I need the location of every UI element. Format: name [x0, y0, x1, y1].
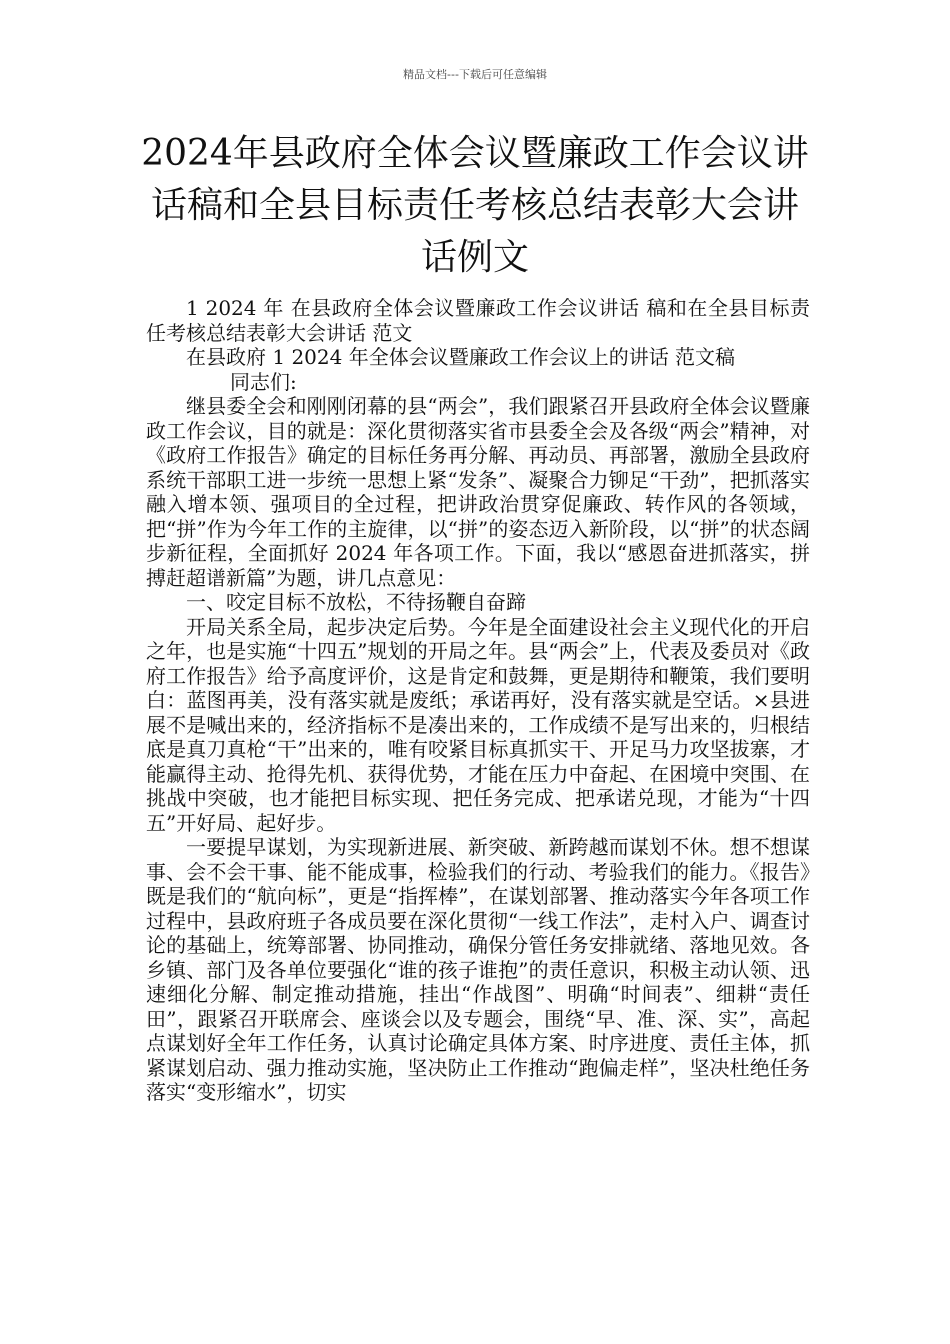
document-body [146, 296, 810, 1105]
paragraph-intro: 继县委全会和刚刚闭幕的县“两会”，我们跟紧召开县政府全体会议暨廉政工作会议，目的就是：深化贯彻落实省市县委全会及各级“两会”精神，对《政府工作报告》确定的目标任务再分解、再动员、再部署，激励全县政府系统干部职工进一步统一思想上紧“发条”、凝聚合力铆足“干劲”，把抓落实融入增本领、强项目的全过程，把讲政治贯穿促廉政、转作风的各领域，把“拼”作为今年工作的主旋律，以“拼”的姿态迈入新阶段，以“拼”的状态阔步新征程，全面抓好 2024 年各项工作。下面，我以“感恩奋进抓落实，拼搏赶超谱新篇”为题，讲几点意见： [146, 394, 810, 590]
subtitle-line-2: 在县政府 1 2024 年全体会议暨廉政工作会议上的讲话 范文稿 [186, 345, 736, 369]
header-note: 精品文档---下载后可任意编辑 [403, 68, 547, 81]
subtitle-line-1: 1 2024 年 在县政府全体会议暨廉政工作会议讲话 稿和在全县目标责任考核总结表彰大会讲话 范文 [146, 296, 810, 345]
paragraph-point-1: 一要提早谋划，为实现新进展、新突破、新跨越而谋划不休。想不想谋事、会不会干事、能不能成事，检验我们的行动、考验我们的能力。《报告》既是我们的“航向标”，更是“指挥棒”，在谋划部署、推动落实今年各项工作过程中，县政府班子各成员要在深化贯彻“一线工作法”，走村入户、调查讨论的基础上，统筹部署、协同推动，确保分管任务安排就绪、落地见效。各乡镇、部门及各单位要强化“谁的孩子谁抱”的责任意识，积极主动认领、迅速细化分解、制定推动措施，挂出“作战图”、明确“时间表”、细耕“责任田”，跟紧召开联席会、座谈会以及专题会，围绕“早、准、深、实”，高起点谋划好全年工作任务，认真讨论确定具体方案、时序进度、责任主体，抓紧谋划启动、强力推动实施，坚决防止工作推动“跑偏走样”，坚决杜绝任务落实“变形缩水”，切实 [146, 835, 810, 1104]
document-title: 2024年县政府全体会议暨廉政工作会议讲话稿和全县目标责任考核总结表彰大会讲话例文 [141, 133, 809, 278]
section-heading-1: 一、咬定目标不放松，不待扬鞭自奋蹄 [186, 590, 526, 614]
paragraph-section-1: 开局关系全局，起步决定后势。今年是全面建设社会主义现代化的开启之年，也是实施“十四五”规划的开局之年。县“两会”上，代表及委员对《政府工作报告》给予高度评价，这是肯定和鼓舞，更是期待和鞭策，我们要明白：蓝图再美，没有落实就是废纸；承诺再好，没有落实就是空话。×县进展不是喊出来的，经济指标不是凑出来的，工作成绩不是写出来的，归根结底是真刀真枪“干”出来的，唯有咬紧目标真抓实干、开足马力攻坚拔寨，才能赢得主动、抢得先机、获得优势，才能在压力中奋起、在困境中突围、在挑战中突破，也才能把目标实现、把任务完成、把承诺兑现，才能为“十四五”开好局、起好步。 [146, 614, 810, 835]
salutation: 同志们: [230, 369, 297, 394]
